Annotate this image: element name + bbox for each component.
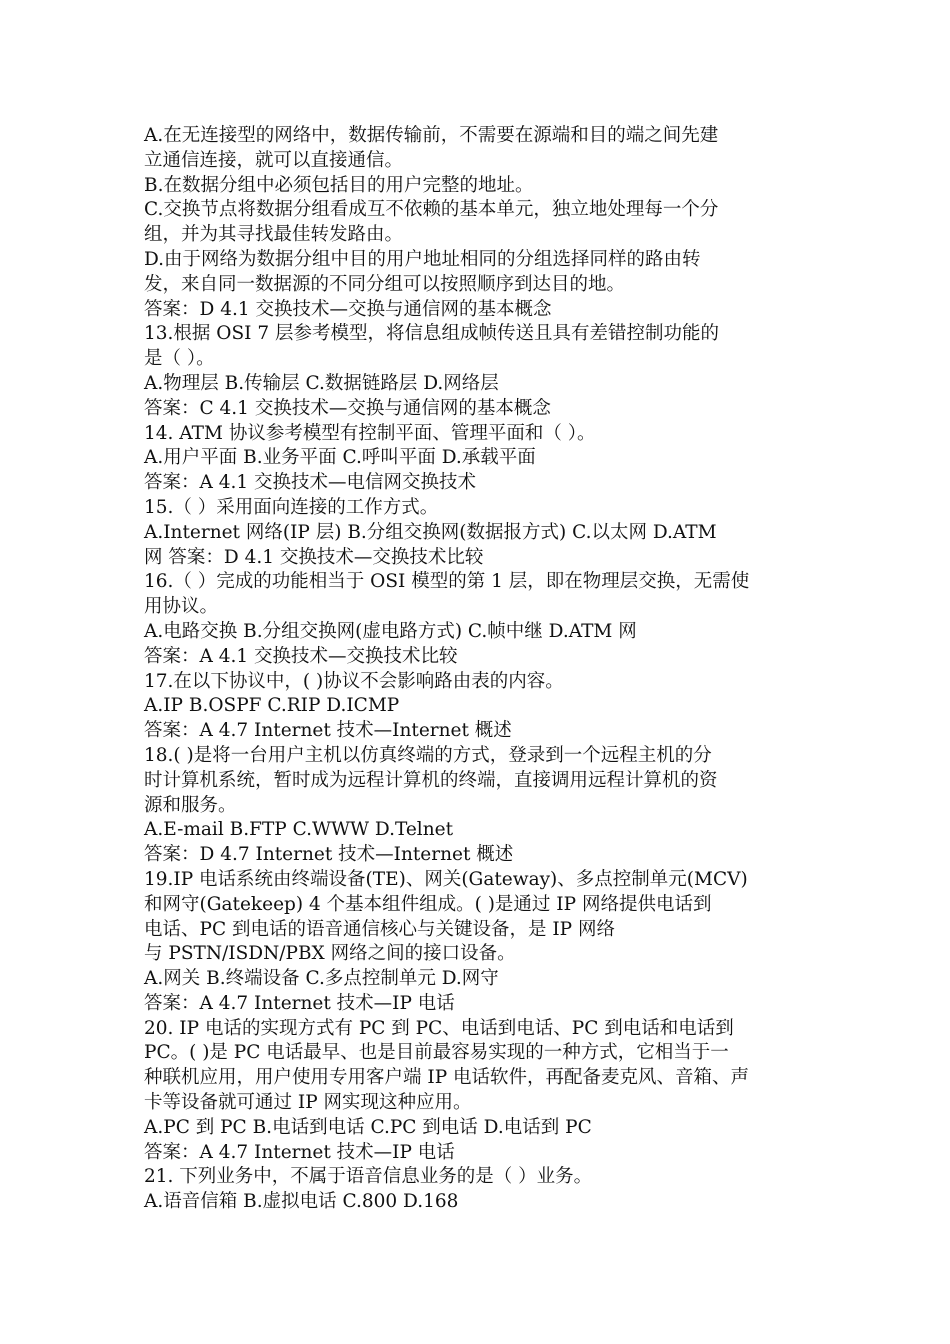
- text-line: 与 PSTN/ISDN/PBX 网络之间的接口设备。: [144, 943, 516, 965]
- text-line: A.IP B.OSPF C.RIP D.ICMP: [144, 695, 400, 717]
- text-line: A.E-mail B.FTP C.WWW D.Telnet: [144, 819, 454, 841]
- text-line: 13.根据 OSI 7 层参考模型，将信息组成帧传送且具有差错控制功能的: [144, 323, 719, 345]
- text-line: 答案：D 4.1 交换技术—交换与通信网的基本概念: [144, 298, 552, 320]
- text-line: 组，并为其寻找最佳转发路由。: [144, 224, 404, 246]
- text-line: A.Internet 网络(IP 层) B.分组交换网(数据报方式) C.以太网 D.ATM: [144, 521, 717, 543]
- text-line: 17.在以下协议中，( )协议不会影响路由表的内容。: [144, 670, 564, 692]
- text-line: 卡等设备就可通过 IP 网实现这种应用。: [144, 1092, 472, 1114]
- text-line: 源和服务。: [144, 794, 237, 816]
- text-line: A.在无连接型的网络中，数据传输前，不需要在源端和目的端之间先建: [144, 125, 719, 146]
- text-line: 答案：A 4.7 Internet 技术—IP 电话: [144, 992, 455, 1014]
- text-line: C.交换节点将数据分组看成互不依赖的基本单元，独立地处理每一个分: [144, 199, 719, 221]
- text-line: PC。( )是 PC 电话最早、也是目前最容易实现的一种方式，它相当于一: [144, 1042, 729, 1064]
- text-line: 18.( )是将一台用户主机以仿真终端的方式，登录到一个远程主机的分: [144, 744, 712, 766]
- text-line: 立通信连接，就可以直接通信。: [144, 149, 404, 171]
- text-line: 答案：A 4.7 Internet 技术—IP 电话: [144, 1141, 455, 1163]
- text-line: 15.（ ）采用面向连接的工作方式。: [144, 496, 439, 518]
- text-line: 21. 下列业务中，不属于语音信息业务的是（ ）业务。: [144, 1166, 593, 1188]
- text-line: 答案：A 4.1 交换技术—交换技术比较: [144, 645, 458, 667]
- text-line: 时计算机系统，暂时成为远程计算机的终端，直接调用远程计算机的资: [144, 769, 718, 791]
- text-line: 答案：A 4.1 交换技术—电信网交换技术: [144, 472, 477, 494]
- text-line: A.电路交换 B.分组交换网(虚电路方式) C.帧中继 D.ATM 网: [144, 620, 637, 642]
- text-line: A.语音信箱 B.虚拟电话 C.800 D.168: [144, 1191, 459, 1213]
- text-line: 发，来自同一数据源的不同分组可以按照顺序到达目的地。: [144, 273, 626, 295]
- text-line: 20. IP 电话的实现方式有 PC 到 PC、电话到电话、PC 到电话和电话到: [144, 1017, 734, 1039]
- text-line: A.用户平面 B.业务平面 C.呼叫平面 D.承载平面: [144, 447, 536, 469]
- text-line: A.网关 B.终端设备 C.多点控制单元 D.网守: [144, 968, 499, 990]
- text-line: 16.（ ）完成的功能相当于 OSI 模型的第 1 层，即在物理层交换，无需使: [144, 571, 750, 593]
- text-line: 19.IP 电话系统由终端设备(TE)、网关(Gateway)、多点控制单元(MCV): [144, 868, 748, 890]
- text-line: 答案：A 4.7 Internet 技术—Internet 概述: [144, 720, 512, 742]
- text-line: A.PC 到 PC B.电话到电话 C.PC 到电话 D.电话到 PC: [144, 1116, 592, 1138]
- text-line: 种联机应用，用户使用专用客户端 IP 电话软件，再配备麦克风、音箱、声: [144, 1067, 750, 1089]
- text-line: 答案：D 4.7 Internet 技术—Internet 概述: [144, 844, 514, 866]
- text-line: 和网守(Gatekeep) 4 个基本组件组成。( )是通过 IP 网络提供电话到: [144, 893, 712, 915]
- text-line: D.由于网络为数据分组中目的用户地址相同的分组选择同样的路由转: [144, 248, 701, 270]
- text-line: 14. ATM 协议参考模型有控制平面、管理平面和（ ）。: [144, 422, 596, 444]
- text-line: 用协议。: [144, 596, 219, 618]
- document-text: [144, 124, 816, 1215]
- text-line: A.物理层 B.传输层 C.数据链路层 D.网络层: [144, 372, 499, 394]
- text-line: B.在数据分组中必须包括目的用户完整的地址。: [144, 174, 534, 196]
- text-line: 网 答案：D 4.1 交换技术—交换技术比较: [144, 546, 484, 568]
- text-line: 电话、PC 到电话的语音通信核心与关键设备，是 IP 网络: [144, 918, 616, 940]
- text-line: 是（ ）。: [144, 348, 215, 370]
- text-line: 答案：C 4.1 交换技术—交换与通信网的基本概念: [144, 397, 551, 419]
